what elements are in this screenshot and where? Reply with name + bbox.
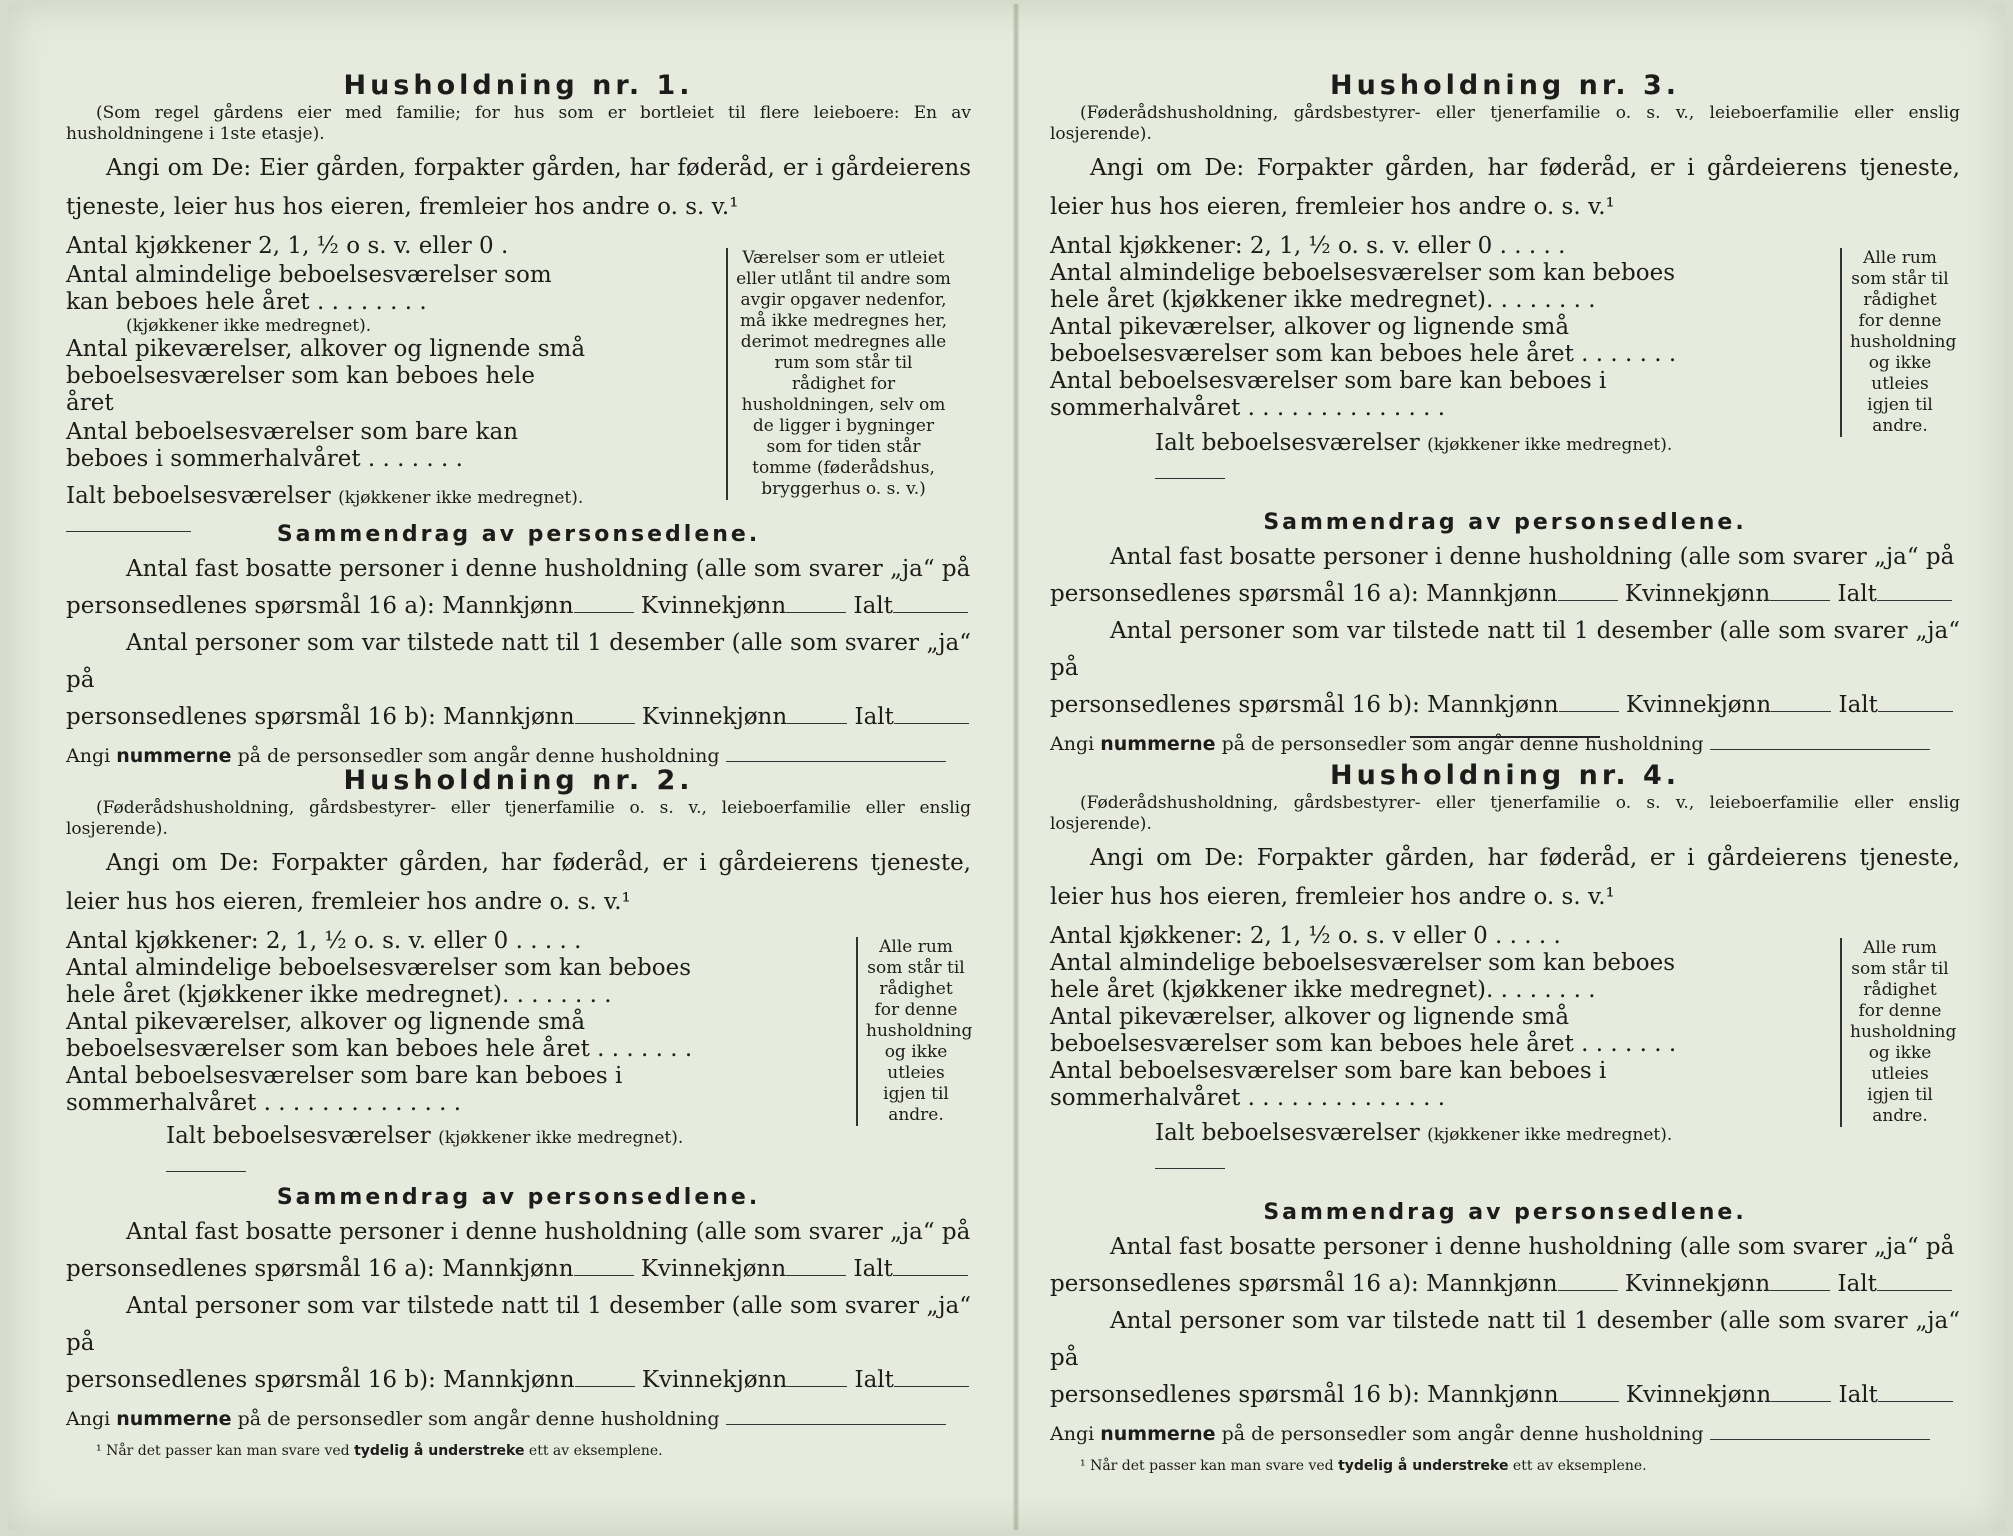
left-footnote-bold: tydelig å understreke [354,1443,525,1459]
h2-summer-rooms[interactable]: Antal beboelsesværelser som bare kan beboes i sommerhalvåret . . . . . . . . . . . . . . [66,1063,623,1116]
h3-ialt-field[interactable] [1155,477,1225,479]
h3-p1-female-label: Kvinnekjønn [1624,581,1771,607]
h3-angi-field[interactable] [1710,748,1930,750]
h3-summer-rooms[interactable]: Antal beboelsesværelser som bare kan beboes i sommerhalvåret . . . . . . . . . . . . . . [1050,368,1607,421]
right-footnote-bold: tydelig å understreke [1338,1458,1509,1474]
h4-p2-male-field[interactable] [1559,1400,1619,1402]
household-1-title: Husholdning nr. 1. [343,70,694,101]
h3-p2-male-field[interactable] [1559,710,1619,712]
h2-sidenote: Alle rum som står til rådighet for denne husholdning og ikke utleies igjen til andre. [856,937,966,1126]
h1-summer-rooms[interactable]: Antal beboelsesværelser som bare kan beboes i sommerhalvåret . . . . . . . [66,419,519,472]
household-2-note: (Føderådshusholdning, gårdsbestyrer- eller tjenerfamilie o. s. v., leieboerfamilie eller enslig losjerende). [66,798,971,839]
h3-p1-male-label: personsedlenes spørsmål 16 a): Mannkjønn [1050,581,1558,607]
h4-angi-numbers [1050,1418,1960,1450]
h2-summary [66,1185,971,1459]
h3-p2-total-field[interactable] [1878,710,1953,712]
h2-p2-total-label: Ialt [854,1367,894,1393]
left-footnote [66,1443,971,1459]
h1-p1-male-label: personsedlenes spørsmål 16 a): Mannkjønn [66,593,574,619]
right-footnote-pre: ¹ Når det passer kan man svare ved [1080,1458,1334,1474]
h3-p1-total-field[interactable] [1877,599,1952,601]
h3-p1-male-field[interactable] [1558,599,1618,601]
h1-p2-female-field[interactable] [787,722,847,724]
h1-small-rooms[interactable]: Antal pikeværelser, alkover og lignende små beboelsesværelser som kan beboes hele året [66,336,586,416]
h2-p1-female-field[interactable] [786,1274,846,1276]
h4-summary-p1: Antal fast bosatte personer i denne husholdning (alle som svarer „ja“ på [1110,1234,1955,1260]
household-1-angi: Angi om De: Eier gården, forpakter gården, har føderåd, er i gårdeierens tjeneste, leier hus hos eieren, fremleier hos andre o. s. v.¹ [66,155,971,220]
h4-summary-p2: Antal personer som var tilstede natt til 1 desember (alle som svarer „ja“ på [1050,1308,1960,1371]
h4-p2-male-label: personsedlenes spørsmål 16 b): Mannkjønn [1050,1382,1559,1408]
h3-ialt-label: Ialt beboelsesværelser [1155,430,1420,456]
h2-summary-p1b [66,1251,971,1288]
h3-kitchens[interactable]: Antal kjøkkener: 2, 1, ½ o. s. v. eller 0 . . . . . [1050,233,1566,259]
h3-sidenote: Alle rum som står til rådighet for denne husholdning og ikke utleies igjen til andre. [1840,248,1950,437]
h1-angi-post: på de personsedler som angår denne husholdning [237,745,720,767]
household-3-title: Husholdning nr. 3. [1329,70,1681,101]
h2-summary-p2: Antal personer som var tilstede natt til 1 desember (alle som svarer „ja“ på [66,1293,971,1356]
h1-angi-field[interactable] [726,760,946,762]
h1-p2-male-label: personsedlenes spørsmål 16 b): Mannkjønn [66,704,575,730]
h2-p1-female-label: Kvinnekjønn [640,1256,787,1282]
h2-p1-male-field[interactable] [574,1274,634,1276]
h3-summary-p2: Antal personer som var tilstede natt til 1 desember (alle som svarer „ja“ på [1050,618,1960,681]
h3-summary-p1b [1050,576,1960,613]
h4-p1-male-field[interactable] [1558,1289,1618,1291]
h1-p1-total-field[interactable] [893,611,968,613]
h3-ordinary-rooms[interactable]: Antal almindelige beboelsesværelser som kan beboes hele året (kjøkkener ikke medregnet). . . . . . . . [1050,260,1676,313]
household-3-fields [1050,233,1700,486]
h4-p1-female-label: Kvinnekjønn [1624,1271,1771,1297]
h1-angi-pre: Angi [66,745,111,767]
h1-summary-p2: Antal personer som var tilstede natt til 1 desember (alle som svarer „ja“ på [66,630,971,693]
h4-summary-p1b [1050,1266,1960,1303]
h1-ordinary-rooms[interactable]: Antal almindelige beboelsesværelser som kan beboes hele året . . . . . . . . [66,262,552,315]
household-1 [66,70,971,767]
right-footnote-post: ett av eksemplene. [1512,1458,1647,1474]
household-4-angi: Angi om De: Forpakter gården, har føderåd, er i gårdeierens tjeneste, leier hus hos eieren, fremleier hos andre o. s. v.¹ [1050,845,1960,910]
h1-p1-female-label: Kvinnekjønn [640,593,787,619]
h2-summary-p2b [66,1362,971,1399]
h3-angi-pre: Angi [1050,733,1095,755]
h1-angi-bold: nummerne [116,745,232,767]
h2-ialt-field[interactable] [166,1170,246,1172]
left-footnote-pre: ¹ Når det passer kan man svare ved [96,1443,350,1459]
h4-p2-total-label: Ialt [1838,1382,1878,1408]
household-2-angi: Angi om De: Forpakter gården, har føderåd, er i gårdeierens tjeneste, leier hus hos eieren, fremleier hos andre o. s. v.¹ [66,850,971,915]
h4-p2-total-field[interactable] [1878,1400,1953,1402]
h3-summary-title: Sammendrag av personsedlene. [1263,510,1747,535]
h4-angi-field[interactable] [1710,1438,1930,1440]
h4-ialt-note: (kjøkkener ikke medregnet). [1427,1125,1673,1145]
h4-sidenote: Alle rum som står til rådighet for denne husholdning og ikke utleies igjen til andre. [1840,938,1950,1127]
h1-summary [66,522,971,772]
h2-ialt-label: Ialt beboelsesværelser [166,1123,431,1149]
h1-p1-total-label: Ialt [853,593,893,619]
h4-p2-female-field[interactable] [1771,1400,1831,1402]
h3-p2-male-label: personsedlenes spørsmål 16 b): Mannkjønn [1050,692,1559,718]
h2-summary-p1: Antal fast bosatte personer i denne husholdning (alle som svarer „ja“ på [126,1219,971,1245]
h2-angi-post: på de personsedler som angår denne husholdning [237,1408,720,1430]
h1-p1-female-field[interactable] [786,611,846,613]
section-divider [1410,736,1600,738]
household-4-fields [1050,923,1700,1176]
h2-summary-title: Sammendrag av personsedlene. [276,1185,761,1210]
h4-kitchens[interactable]: Antal kjøkkener: 2, 1, ½ o. s. v eller 0 . . . . . [1050,923,1561,949]
right-footnote [1050,1458,1960,1474]
h3-summary-p1: Antal fast bosatte personer i denne husholdning (alle som svarer „ja“ på [1110,544,1955,570]
h2-angi-field[interactable] [726,1423,946,1425]
h4-angi-post: på de personsedler som angår denne husholdning [1221,1423,1704,1445]
h2-p2-male-field[interactable] [575,1385,635,1387]
h1-p2-male-field[interactable] [575,722,635,724]
h1-kitchen-excl: (kjøkkener ikke medregnet). [126,316,372,336]
left-footnote-post: ett av eksemplene. [528,1443,663,1459]
h1-summary-title: Sammendrag av personsedlene. [276,522,761,547]
household-1-fields [66,233,586,539]
h1-summary-p1: Antal fast bosatte personer i denne husholdning (alle som svarer „ja“ på [126,556,971,582]
page-fold [1013,4,1019,1530]
h2-p1-total-label: Ialt [853,1256,893,1282]
household-2 [66,765,973,1459]
h3-angi-bold: nummerne [1100,733,1216,755]
household-1-note: (Som regel gårdens eier med familie; for hus som er bortleiet til flere leieboere: En av husholdningene i 1ste etasje). [66,103,971,144]
h2-p2-female-label: Kvinnekjønn [641,1367,788,1393]
h2-angi-bold: nummerne [116,1408,232,1430]
h4-p1-total-field[interactable] [1877,1289,1952,1291]
h4-p1-female-field[interactable] [1770,1289,1830,1291]
h3-p1-female-field[interactable] [1770,599,1830,601]
household-3-note: (Føderådshusholdning, gårdsbestyrer- eller tjenerfamilie o. s. v., leieboerfamilie eller enslig losjerende). [1050,103,1960,144]
h3-summary-p2b [1050,687,1960,724]
h3-p1-total-label: Ialt [1837,581,1877,607]
h4-angi-bold: nummerne [1100,1423,1216,1445]
h4-summary-title: Sammendrag av personsedlene. [1263,1200,1747,1225]
h3-angi-numbers [1050,728,1960,760]
h4-p2-female-label: Kvinnekjønn [1625,1382,1772,1408]
h1-sidenote: Værelser som er utleiet eller utlånt til andre som avgir opgaver nedenfor, må ikke medregnes her, derimot medregnes alle rum som står til rådighet for husholdningen, selv om de ligger i bygninger som for tiden står tomme (føderådshus, bryggerhus o. s. v.) [726,248,951,500]
h1-p2-total-field[interactable] [894,722,969,724]
h1-p1-male-field[interactable] [574,611,634,613]
h4-summary-p2b [1050,1377,1960,1414]
h3-p2-female-field[interactable] [1771,710,1831,712]
household-4-note: (Føderådshusholdning, gårdsbestyrer- eller tjenerfamilie o. s. v., leieboerfamilie eller enslig losjerende). [1050,793,1960,834]
h2-p1-total-field[interactable] [893,1274,968,1276]
h1-p2-total-label: Ialt [854,704,894,730]
h1-summary-p1b [66,588,971,625]
h4-angi-pre: Angi [1050,1423,1095,1445]
h3-angi-post: på de personsedler som angår denne husholdning [1221,733,1704,755]
household-3 [1050,70,1960,755]
h3-summary [1050,510,1960,760]
h3-p2-female-label: Kvinnekjønn [1625,692,1772,718]
household-4-title: Husholdning nr. 4. [1329,760,1681,791]
h1-p2-female-label: Kvinnekjønn [641,704,788,730]
h2-p1-male-label: personsedlenes spørsmål 16 a): Mannkjønn [66,1256,574,1282]
h4-small-rooms[interactable]: Antal pikeværelser, alkover og lignende små beboelsesværelser som kan beboes hele året . . . . . . . [1050,1004,1677,1057]
h1-summary-p2b [66,699,971,736]
h3-small-rooms[interactable]: Antal pikeværelser, alkover og lignende små beboelsesværelser som kan beboes hele året . . . . . . . [1050,314,1677,367]
h4-p1-total-label: Ialt [1837,1271,1877,1297]
h2-angi-numbers [66,1403,971,1435]
h4-ialt-label: Ialt beboelsesværelser [1155,1120,1420,1146]
h2-ordinary-rooms[interactable]: Antal almindelige beboelsesværelser som kan beboes hele året (kjøkkener ikke medregnet). . . . . . . . [66,955,692,1008]
h3-p2-total-label: Ialt [1838,692,1878,718]
h1-kitchens[interactable]: Antal kjøkkener 2, 1, ½ o s. v. eller 0 . [66,233,509,259]
h4-ialt-field[interactable] [1155,1167,1225,1169]
household-2-fields [66,928,706,1179]
household-3-angi: Angi om De: Forpakter gården, har føderåd, er i gårdeierens tjeneste, leier hus hos eieren, fremleier hos andre o. s. v.¹ [1050,155,1960,220]
h4-ordinary-rooms[interactable]: Antal almindelige beboelsesværelser som kan beboes hele året (kjøkkener ikke medregnet). . . . . . . . [1050,950,1676,1003]
h4-summer-rooms[interactable]: Antal beboelsesværelser som bare kan beboes i sommerhalvåret . . . . . . . . . . . . . . [1050,1058,1607,1111]
h2-p2-female-field[interactable] [787,1385,847,1387]
h2-angi-pre: Angi [66,1408,111,1430]
h2-p2-total-field[interactable] [894,1385,969,1387]
h1-ialt-label: Ialt beboelsesværelser [66,483,331,509]
h2-p2-male-label: personsedlenes spørsmål 16 b): Mannkjønn [66,1367,575,1393]
h1-ialt-note: (kjøkkener ikke medregnet). [338,488,584,508]
h2-small-rooms[interactable]: Antal pikeværelser, alkover og lignende små beboelsesværelser som kan beboes hele året . . . . . . . [66,1009,693,1062]
h2-kitchens[interactable]: Antal kjøkkener: 2, 1, ½ o. s. v. eller 0 . . . . . [66,928,582,954]
household-2-title: Husholdning nr. 2. [343,765,694,796]
h4-summary [1050,1200,1960,1474]
household-4 [1050,760,1960,1474]
h4-p1-male-label: personsedlenes spørsmål 16 a): Mannkjønn [1050,1271,1558,1297]
h3-ialt-note: (kjøkkener ikke medregnet). [1427,435,1673,455]
h2-ialt-note: (kjøkkener ikke medregnet). [438,1128,684,1148]
